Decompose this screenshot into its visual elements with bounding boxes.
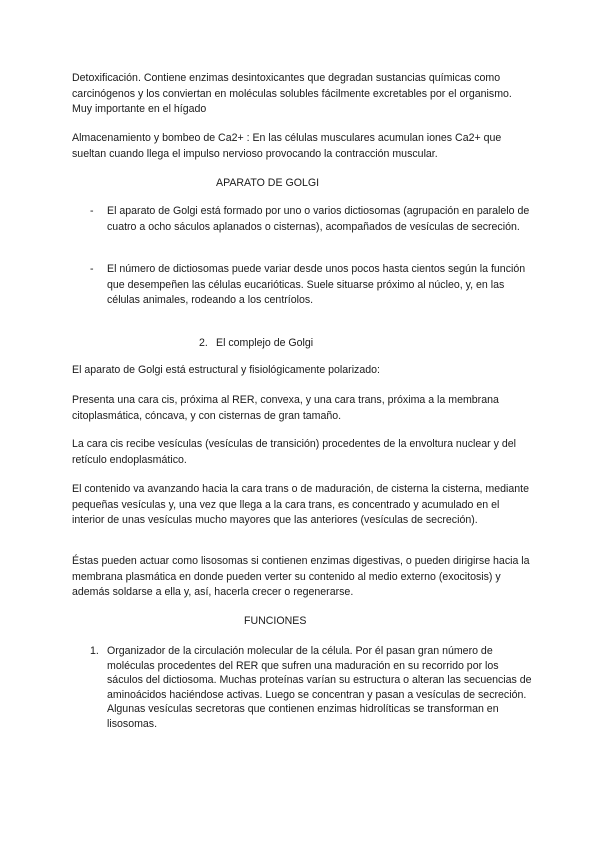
paragraph-lisosomas: Éstas pueden actuar como lisosomas si contienen enzimas digestivas, o pueden dirigirse hacia la membrana plasmática en donde pueden verter su contenido al medio externo (exocitosis) y además soldarse a ella y, así, hacerla crecer o regenerarse. [72,555,530,598]
paragraph-calcium-storage: Almacenamiento y bombeo de Ca2+ : En las células musculares acumulan iones Ca2+ que sueltan cuando llega el impulso nervioso provocando la contracción muscular. [72,132,502,160]
paragraph-detoxification: Detoxificación. Contiene enzimas desintoxicantes que degradan sustancias químicas como carcinógenos y los conviertan en moléculas solubles fácilmente excretables por el organismo. Muy importante en el hígado [72,72,512,115]
paragraph-contenido: El contenido va avanzando hacia la cara trans o de maduración, de cisterna la cisterna, mediante pequeñas vesículas y, una vez que llega a la cara trans, es concentrado y acumulado en el interior de unas vesículas mucho mayores que las anteriores (vesículas de secreción). [72,483,529,526]
paragraph-cara-cis: La cara cis recibe vesículas (vesículas de transición) procedentes de la envoltura nuclear y del retículo endoplasmático. [72,438,516,466]
function-number-1: 1. [90,645,99,657]
section-title-complejo-golgi: El complejo de Golgi [216,337,314,349]
function-text-1: Organizador de la circulación molecular de la célula. Por él pasan gran número de moléculas procedentes del RER que sufren una maduración en su recorrido por los sáculos del dictiosoma. Muchas proteínas varían su estructura o alteran las secuencias de aminoácidos haciéndose activas. Luego se concentran y pasan a vesículas de secreción. Algunas vesículas secretoras que contienen enzimas hidrolíticas se transforman en lisosomas. [107,645,532,730]
bullet-marker-2: - [90,263,94,275]
bullet-marker-1: - [90,205,94,217]
heading-aparato-de-golgi: APARATO DE GOLGI [216,177,320,189]
paragraph-polarizado: El aparato de Golgi está estructural y fisiológicamente polarizado: [72,364,380,376]
section-number: 2. [199,337,208,349]
bullet-text-1: El aparato de Golgi está formado por uno o varios dictiosomas (agrupación en paralelo de cuatro a ocho sáculos aplanados o cisternas), acompañados de vesículas de secreción. [107,205,530,233]
bullet-text-2: El número de dictiosomas puede variar desde unos pocos hasta cientos según la función que desempeñen las células eucarióticas. Suele situarse próximo al núcleo, y, en las células animales, rodeando a los centríolos. [107,263,526,306]
paragraph-caras: Presenta una cara cis, próxima al RER, convexa, y una cara trans, próxima a la membrana citoplasmática, cóncava, y con cisternas de gran tamaño. [72,394,499,422]
heading-funciones: FUNCIONES [244,615,307,627]
